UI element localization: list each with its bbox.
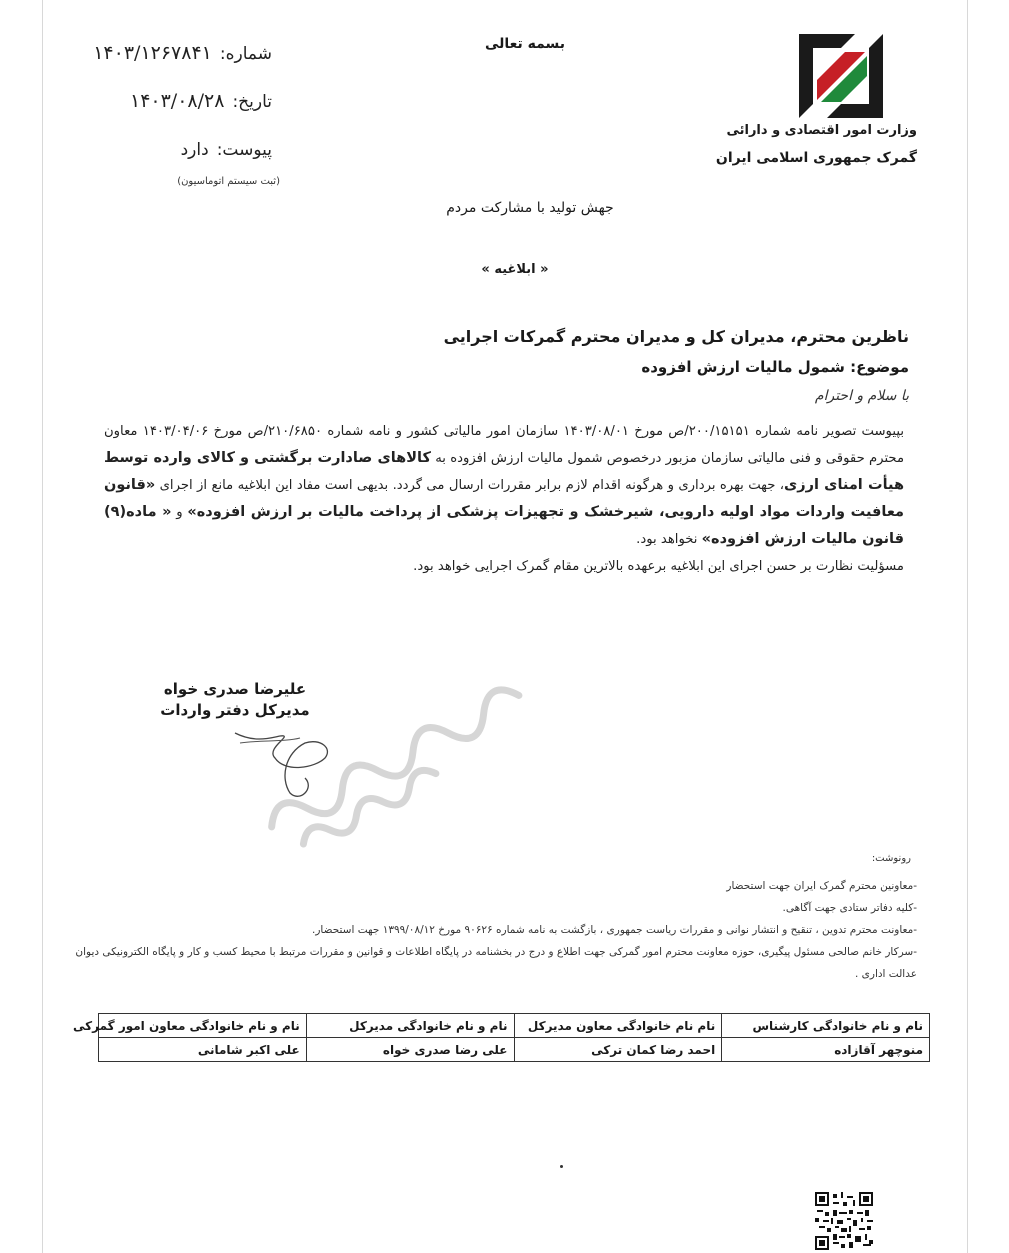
signatures-table (73, 1013, 930, 1062)
letter-number-label: شماره: (219, 44, 272, 64)
body-emphasis: کالاهای صادارت برگشتی و کالای وارده توسط هیأت امنای ارزی (104, 450, 904, 493)
body-paragraph-2: مسؤلیت نظارت بر حسن اجرای این ابلاغیه برعهده بالاترین مقام گمرک اجرایی خواهد بود. (413, 559, 904, 574)
copy-item: -سرکار خانم صالحی مسئول پیگیری، حوزه معاونت محترم امور گمرکی جهت اطلاع و درج در بخشنامه در پایگاه اطلاعات و قوانین و مقررات مرتبط با محیط کسب و کار و پایگاه الکترونیکی دیوان (75, 946, 917, 958)
bismillah: بسمه تعالی (484, 36, 566, 52)
signatory-name: علیرضا صدری خواه (163, 680, 307, 698)
table-row (99, 1038, 930, 1062)
greeting: با سلام و احترام (814, 388, 909, 404)
ministry-name: وزارت امور اقتصادی و دارائی (726, 123, 917, 138)
table-header-cell: نام و نام خانوادگی مدیرکل (306, 1014, 514, 1038)
table-header-cell: نام و نام خانوادگی معاون امور گمرکی (99, 1014, 307, 1038)
letter-date (82, 90, 272, 112)
table-header-cell: نام نام خانوادگی معاون مدیرکل (514, 1014, 722, 1038)
copy-item: -معاونین محترم گمرک ایران جهت استحضار (726, 880, 917, 892)
copy-item: -معاونت محترم تدوین ، تنقیح و انتشار نوانی و مقررات ریاست جمهوری ، بازگشت به نامه شماره ۹۰۶۲۶ مورخ ۱۳۹۹/۰۸/۱۲ جهت استحضار. (312, 924, 917, 936)
auto-registration-note: (ثبت سیستم اتوماسیون) (177, 176, 280, 187)
letter-number-value: ۱۴۰۳/۱۲۶۷۸۴۱ (93, 42, 212, 64)
signature-icon (225, 718, 340, 808)
table-cell: منوچهر آقازاده (722, 1038, 930, 1062)
body-paragraph-1 (104, 418, 904, 553)
copy-item: -کلیه دفاتر ستادی جهت آگاهی. (782, 902, 917, 914)
body-text: ، جهت بهره برداری و هرگونه اقدام لازم برابر مقررات ارسال می گردد. بدیهی است مفاد این ابلاغیه مانع از اجرای (159, 478, 784, 493)
body-emphasis: « ماده(۹) قانون مالیات ارزش افزوده» (104, 504, 904, 547)
table-header-cell: نام و نام خانوادگی کارشناس (722, 1014, 930, 1038)
qr-code-icon (815, 1192, 873, 1250)
subject: موضوع: شمول مالیات ارزش افزوده (641, 358, 909, 376)
table-cell: احمد رضا کمان ترکی (514, 1038, 722, 1062)
page-border-right (967, 0, 968, 1253)
letter-date-value: ۱۴۰۳/۰۸/۲۸ (129, 90, 225, 112)
letter-date-label: تاریخ: (232, 92, 272, 112)
addressee: ناظرین محترم، مدیران کل و مدیران محترم گمرکات اجرایی (443, 327, 909, 346)
copy-item: عدالت اداری . (854, 968, 917, 980)
document-type: « ابلاغیه » (481, 262, 549, 277)
body-text: نخواهد بود. (636, 532, 698, 547)
organization-name: گمرک جمهوری اسلامی ایران (715, 150, 917, 166)
letter-attachment (82, 140, 272, 160)
table-row (99, 1014, 930, 1038)
copies-list (75, 875, 917, 985)
customs-logo-icon (795, 30, 887, 122)
letter-attachment-label: پیوست: (216, 140, 272, 160)
letter-attachment-value: دارد (180, 140, 209, 160)
signatory-title: مدیرکل دفتر واردات (160, 701, 310, 719)
table-cell: علی رضا صدری خواه (306, 1038, 514, 1062)
page-mark (560, 1165, 563, 1168)
letter-number (82, 42, 272, 64)
letter-body (104, 418, 904, 580)
body-text: بپیوست تصویر نامه شماره ۲۰۰/۱۵۱۵۱/ص مورخ ۱۴۰۳/۰۸/۰۱ سازمان امور مالیاتی کشور و نامه شماره ۲۱۰/۶۸۵۰/ص مورخ ۱۴۰۳/۰۴/۰۶ معاون محترم حقوقی و فنی مالیاتی سازمان مزبور درخصوص شمول مالیات ارزش افزوده به (104, 424, 905, 466)
table-cell: علی اکبر شامانی (99, 1038, 307, 1062)
page-border-left (42, 0, 43, 1253)
copy-label: رونوشت: (871, 853, 911, 864)
slogan: جهش تولید با مشارکت مردم (446, 200, 614, 216)
body-emphasis: «قانون معافیت واردات مواد اولیه دارویی، شیرخشک و تجهیزات پزشکی از پرداخت مالیات بر ارزش افزوده» (104, 477, 904, 520)
body-text: و (176, 505, 183, 520)
